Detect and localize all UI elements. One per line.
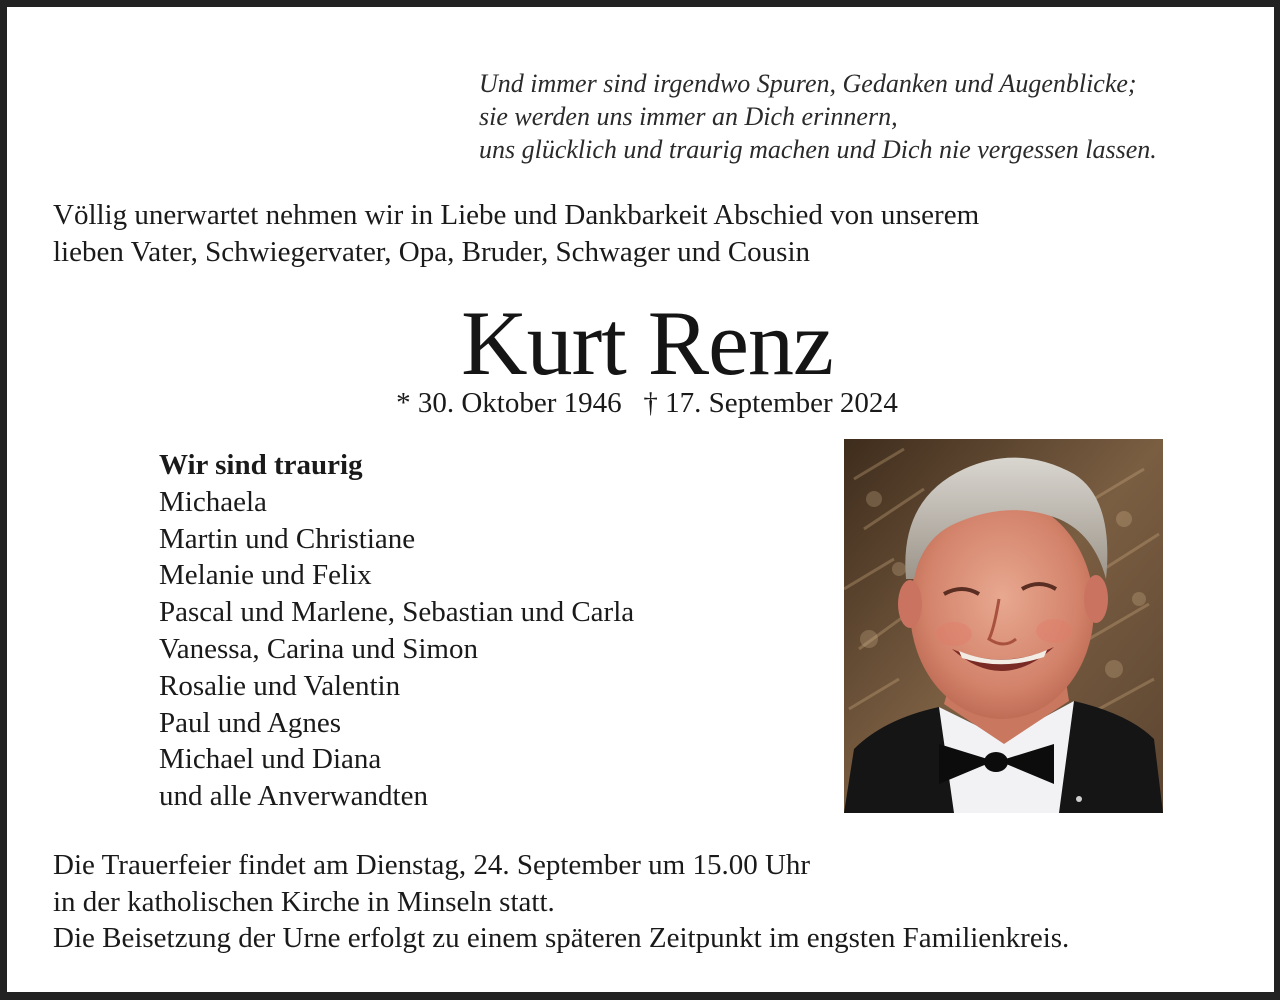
quote-line: uns glücklich und traurig machen und Dich nie vergessen lassen. [479,135,1157,164]
details-line: Die Trauerfeier findet am Dienstag, 24. September um 15.00 Uhr [53,849,811,881]
mourners-list [159,447,634,815]
mourner-entry: Rosalie und Valentin [159,669,401,702]
mourner-entry: Pascal und Marlene, Sebastian und Carla [159,596,635,629]
intro-line: Völlig unerwartet nehmen wir in Liebe und Dankbarkeit Abschied von unserem [53,199,980,231]
funeral-details [53,847,1069,957]
quote-line: sie werden uns immer an Dich erinnern, [479,102,898,131]
life-dates: * 30. Oktober 1946 † 17. September 2024 [396,387,898,419]
mourners-heading: Wir sind traurig [159,449,363,481]
mourner-entry: Michael und Diana [159,743,382,776]
mourner-entry: und alle Anverwandten [159,780,428,813]
mourner-entry: Paul und Agnes [159,706,342,739]
portrait-photo [844,439,1163,813]
mourner-entry: Martin und Christiane [159,522,416,555]
intro-line: lieben Vater, Schwiegervater, Opa, Bruder, Schwager und Cousin [53,236,811,268]
mourner-entry: Michaela [159,485,267,518]
mourner-entry: Vanessa, Carina und Simon [159,632,478,665]
intro-text [53,197,979,271]
deceased-name: Kurt Renz [461,292,833,394]
details-line: in der katholischen Kirche in Minseln statt. [53,885,555,918]
mourner-entry: Melanie und Felix [159,559,372,592]
details-line: Die Beisetzung der Urne erfolgt zu einem späteren Zeitpunkt im engsten Familienkreis. [53,922,1070,954]
quote-line: Und immer sind irgendwo Spuren, Gedanken und Augenblicke; [479,69,1137,98]
memorial-quote [479,67,1157,166]
